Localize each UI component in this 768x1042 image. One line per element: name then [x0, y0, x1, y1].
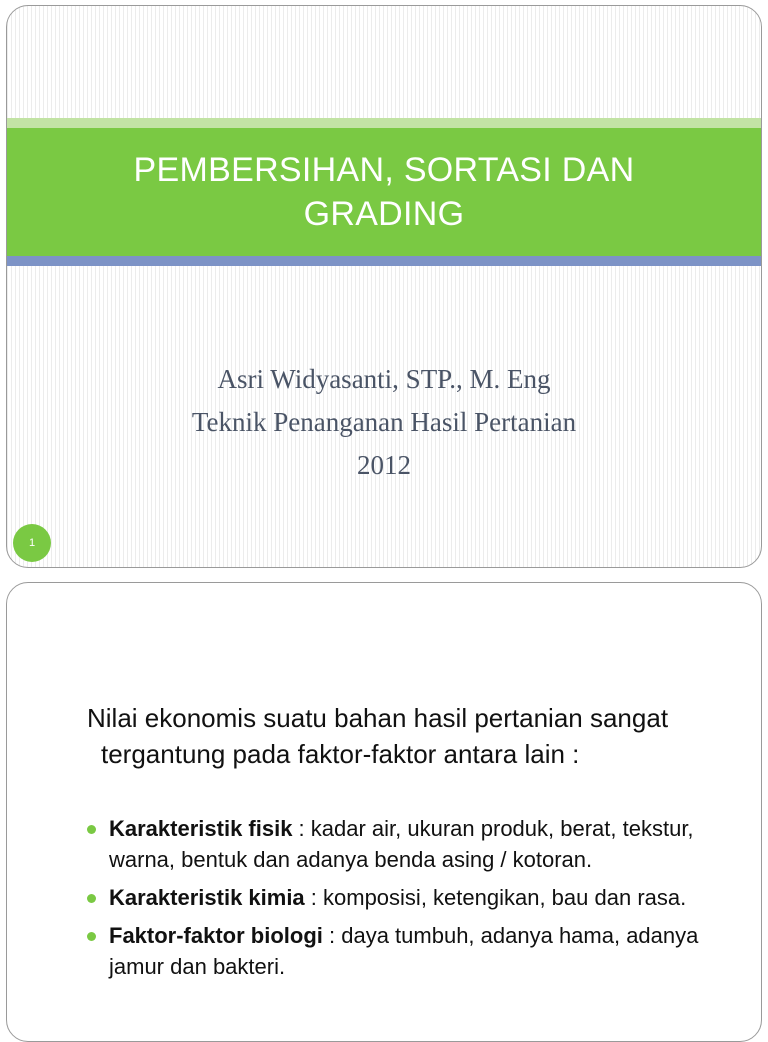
slide-title-line-1: PEMBERSIHAN, SORTASI DAN: [133, 151, 635, 189]
bullet-text: : daya tumbuh, adanya hama, adanya jamur dan bakteri.: [109, 923, 699, 979]
content-slide: [6, 582, 762, 1042]
bullet-icon: [87, 932, 96, 941]
slide-title: [84, 148, 684, 236]
factor-list: [87, 813, 727, 989]
bullet-term: Karakteristik fisik: [109, 816, 293, 841]
bullet-text: : komposisi, ketengikan, bau dan rasa.: [304, 885, 687, 910]
page-number-badge: 1: [13, 524, 51, 562]
bullet-term: Karakteristik kimia: [109, 885, 305, 910]
bullet-text: : kadar air, ukuran produk, berat, tekstur, warna, bentuk dan adanya benda asing / kotoran.: [109, 816, 694, 872]
title-bottom-accent-band: [7, 256, 761, 266]
author-name: Asri Widyasanti, STP., M. Eng: [217, 364, 551, 394]
year: 2012: [357, 450, 411, 480]
bullet-icon: [87, 825, 96, 834]
bullet-term: Faktor-faktor biologi: [109, 923, 323, 948]
slide-subtitle: [7, 358, 761, 487]
intro-paragraph: Nilai ekonomis suatu bahan hasil pertanian sangat tergantung pada faktor-faktor antara lain :: [87, 703, 669, 769]
list-item: [87, 813, 727, 875]
course-name: Teknik Penanganan Hasil Pertanian: [191, 407, 577, 437]
title-top-accent-band: [7, 118, 761, 128]
title-slide: [6, 5, 762, 568]
bullet-icon: [87, 894, 96, 903]
list-item: [87, 920, 727, 982]
slide-title-line-2: GRADING: [303, 195, 465, 233]
list-item: [87, 882, 727, 913]
title-band: [7, 128, 761, 256]
